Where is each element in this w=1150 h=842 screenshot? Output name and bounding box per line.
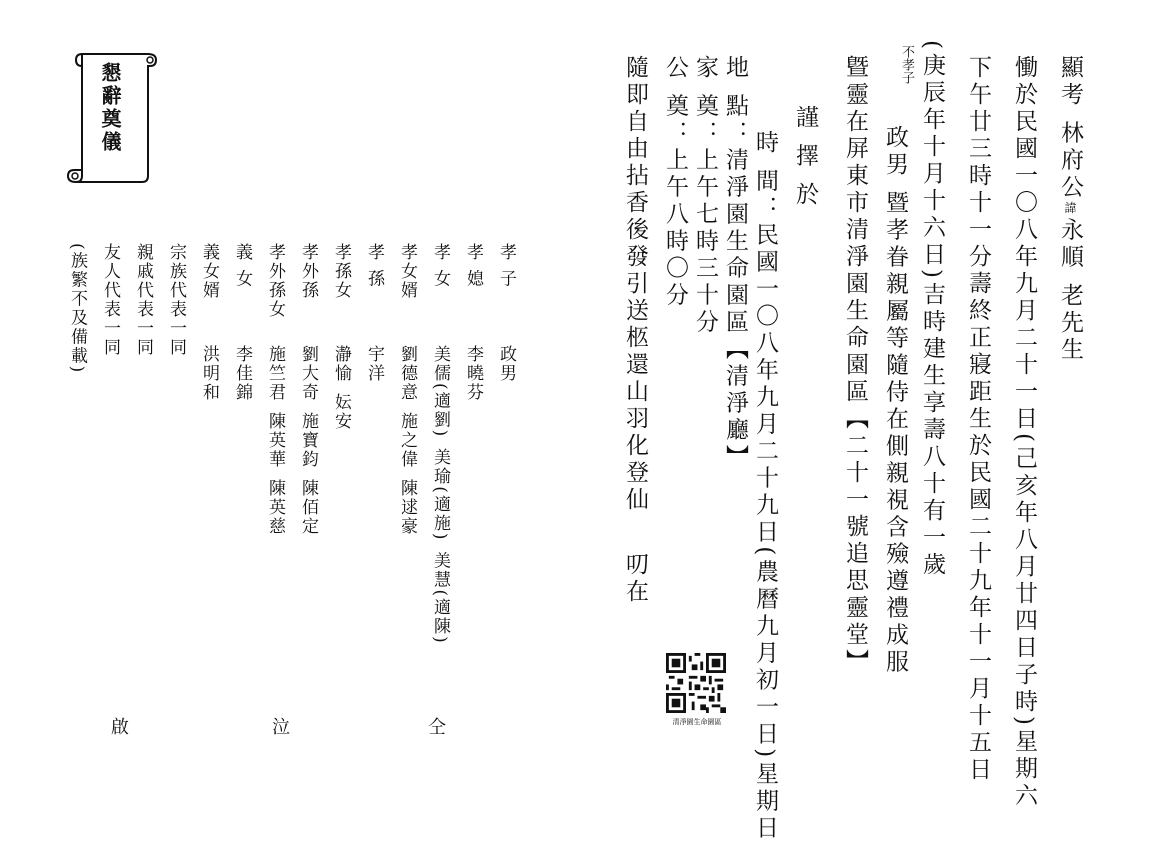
qr-code-icon xyxy=(666,653,726,713)
schedule-public-rite: 公 奠：上午八時〇分 xyxy=(662,55,688,310)
family-role: 孝 女 xyxy=(430,243,450,289)
family-role: 孝外孫女 xyxy=(265,243,285,319)
family-name: 陳英華 xyxy=(265,412,285,469)
family-role: 孝外孫 xyxy=(298,243,318,300)
family-names xyxy=(200,345,217,402)
scroll-title: 懇辭奠儀 xyxy=(98,62,122,154)
family-role: 義女婿 xyxy=(199,243,219,300)
family-role: 孝女婿 xyxy=(397,243,417,300)
closing-line: 隨即自由拈香後發引送柩還山羽化登仙叨在 xyxy=(622,55,648,606)
family-names xyxy=(431,345,448,645)
family-name: 施寶鈞 xyxy=(298,412,318,469)
family-role: 友人代表一同 xyxy=(100,243,120,357)
family-name: 施竺君 xyxy=(265,345,285,402)
family-names xyxy=(497,345,514,383)
family-name: 李佳錦 xyxy=(232,345,252,402)
family-name: 政男 xyxy=(496,345,516,383)
buxiaozi-label: 不孝子 xyxy=(899,45,914,84)
family-names xyxy=(464,345,481,402)
family-name: 陳佰定 xyxy=(298,479,318,536)
signature-qi: 泣 xyxy=(272,717,290,738)
family-role: 宗族代表一同 xyxy=(166,243,186,357)
signature-tong: 仝 xyxy=(428,717,446,738)
family-name: 美儒(適劉) xyxy=(430,345,450,439)
family-name: 劉德意 xyxy=(397,345,417,402)
announce-line-1: 慟於民國一〇八年九月二十一日(己亥年八月廿四日子時)星期六 xyxy=(1011,55,1037,810)
family-name: 劉大奇 xyxy=(298,345,318,402)
signature-qi-announce: 啟 xyxy=(111,717,129,738)
family-name: 陳英慈 xyxy=(265,479,285,536)
family-role: 孝 子 xyxy=(496,243,516,289)
family-name: 陳逑豪 xyxy=(397,479,417,536)
family-names xyxy=(299,345,316,536)
zhengnan-line: 政男 暨孝眷親屬等隨侍在側親視含殮遵禮成服 xyxy=(882,125,908,677)
schedule-time: 時 間：民國一〇八年九月二十九日(農曆九月初一日)星期日 xyxy=(752,130,778,842)
family-role: 孝 孫 xyxy=(364,243,384,289)
family-role: (族繁不及備載) xyxy=(67,243,87,375)
family-name: 美瑜(適施) xyxy=(430,448,450,542)
family-name: 瀞愉 xyxy=(331,345,351,383)
schedule-family-rite: 家 奠：上午七時三十分 xyxy=(692,55,718,337)
daozai-label: 叨在 xyxy=(622,552,648,606)
family-name: 施之偉 xyxy=(397,412,417,469)
family-name: 妘安 xyxy=(331,393,351,431)
family-names xyxy=(332,345,349,431)
announce-line-2: 下午廿三時十一分壽終正寢距生於民國二十九年十一月十五日 xyxy=(965,55,991,784)
hui-mark: 諱 xyxy=(1063,201,1077,218)
schedule-place: 地 點：清淨園生命園區【清淨廳】 xyxy=(722,55,748,472)
family-role: 孝 媳 xyxy=(463,243,483,289)
family-name: 美慧(適陳) xyxy=(430,551,450,645)
family-name: 李曉芬 xyxy=(463,345,483,402)
jinze-line: 謹 擇 於 xyxy=(792,105,818,209)
family-role: 親戚代表一同 xyxy=(133,243,153,357)
qr-caption: 清淨園生命園區 xyxy=(672,718,722,726)
family-role: 孝孫女 xyxy=(331,243,351,300)
family-names xyxy=(233,345,250,402)
announce-line-3: (庚辰年十月十六日)吉時建生享壽八十有一歲 xyxy=(919,40,945,579)
family-name: 洪明和 xyxy=(199,345,219,402)
family-names xyxy=(398,345,415,536)
ji-line: 曁靈在屏東市清淨園生命園區【二十一號追思靈堂】 xyxy=(842,55,868,676)
deceased-title: 顯考 林府公諱永順 老先生 xyxy=(1057,55,1083,364)
family-name: 宇洋 xyxy=(364,345,384,383)
family-names xyxy=(365,345,382,383)
family-role: 義 女 xyxy=(232,243,252,289)
family-names xyxy=(266,345,283,536)
